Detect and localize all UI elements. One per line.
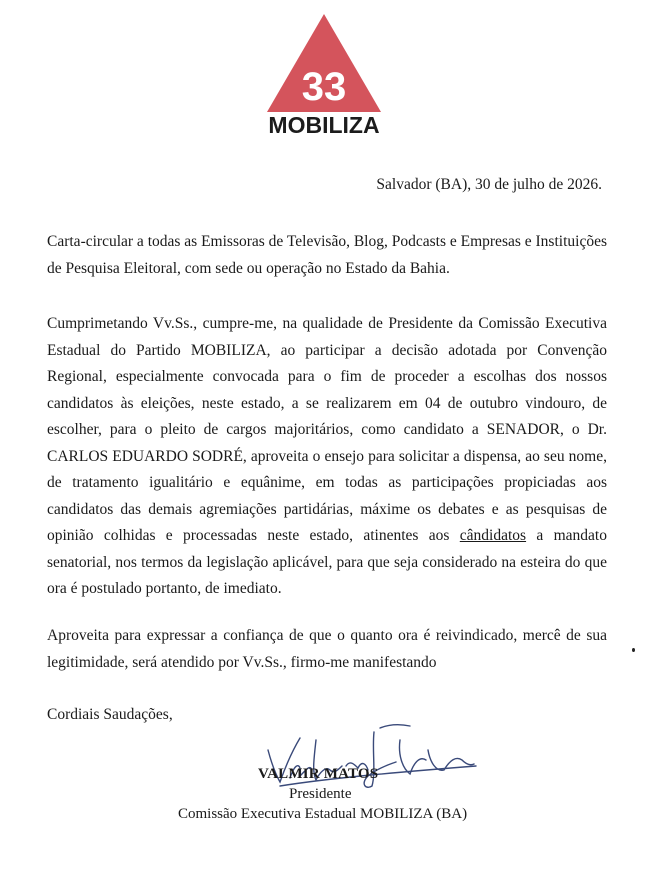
dateline: Salvador (BA), 30 de julho de 2026. [376, 176, 602, 193]
letter-body [47, 311, 607, 603]
logo-number: 33 [301, 65, 347, 109]
salutation: Cordiais Saudações, [47, 706, 173, 723]
triangle-logo-icon [258, 12, 390, 138]
letter-closing: Aproveita para expressar a confiança de que o quanto ora é reivindicado, mercê de sua legitimidade, será atendido por Vv.Ss., firmo-me manifestando [47, 627, 607, 671]
body-underlined-word: cândidatos [459, 527, 527, 544]
party-logo [258, 12, 390, 138]
body-text-before: Cumprimetando Vv.Ss., cumpre-me, na qualidade de Presidente da Comissão Executiva Estadual do Partido MOBILIZA, ao participar a decisão adotada por Convenção Regional, especialmente convocada para o fim de proceder a escolhas dos nossos candidatos às eleições, neste estado, a se realizarem em 04 de outubro vindouro, de escolher, para o pleito de cargos majoritários, como candidato a SENADOR, o Dr. CARLOS EDUARDO SODRÉ, aproveita o ensejo para solicitar a dispensa, ao seu nome, de tratamento igualitário e equânime, em todas as participações propiciadas aos candidatos das demais agremiações partidárias, máxime os debates e as pesquisas de opinião colhidas e processadas neste estado, atinentes aos [47, 315, 607, 544]
signer-name: VALMIR MATOS [258, 766, 379, 782]
body-text-after: a mandato senatorial, nos termos da legislação aplicável, para que seja considerado na esteira do que ora é postulado portanto, de imediato. [47, 527, 607, 597]
letter-heading: Carta-circular a todas as Emissoras de Televisão, Blog, Podcasts e Empresas e Instituições de Pesquisa Eleitoral, com sede ou operação no Estado da Bahia. [47, 233, 607, 277]
signer-organization: Comissão Executiva Estadual MOBILIZA (BA) [178, 806, 468, 822]
paper-speck [632, 648, 635, 652]
logo-party-name: MOBILIZA [268, 112, 380, 138]
signer-role: Presidente [289, 786, 352, 802]
